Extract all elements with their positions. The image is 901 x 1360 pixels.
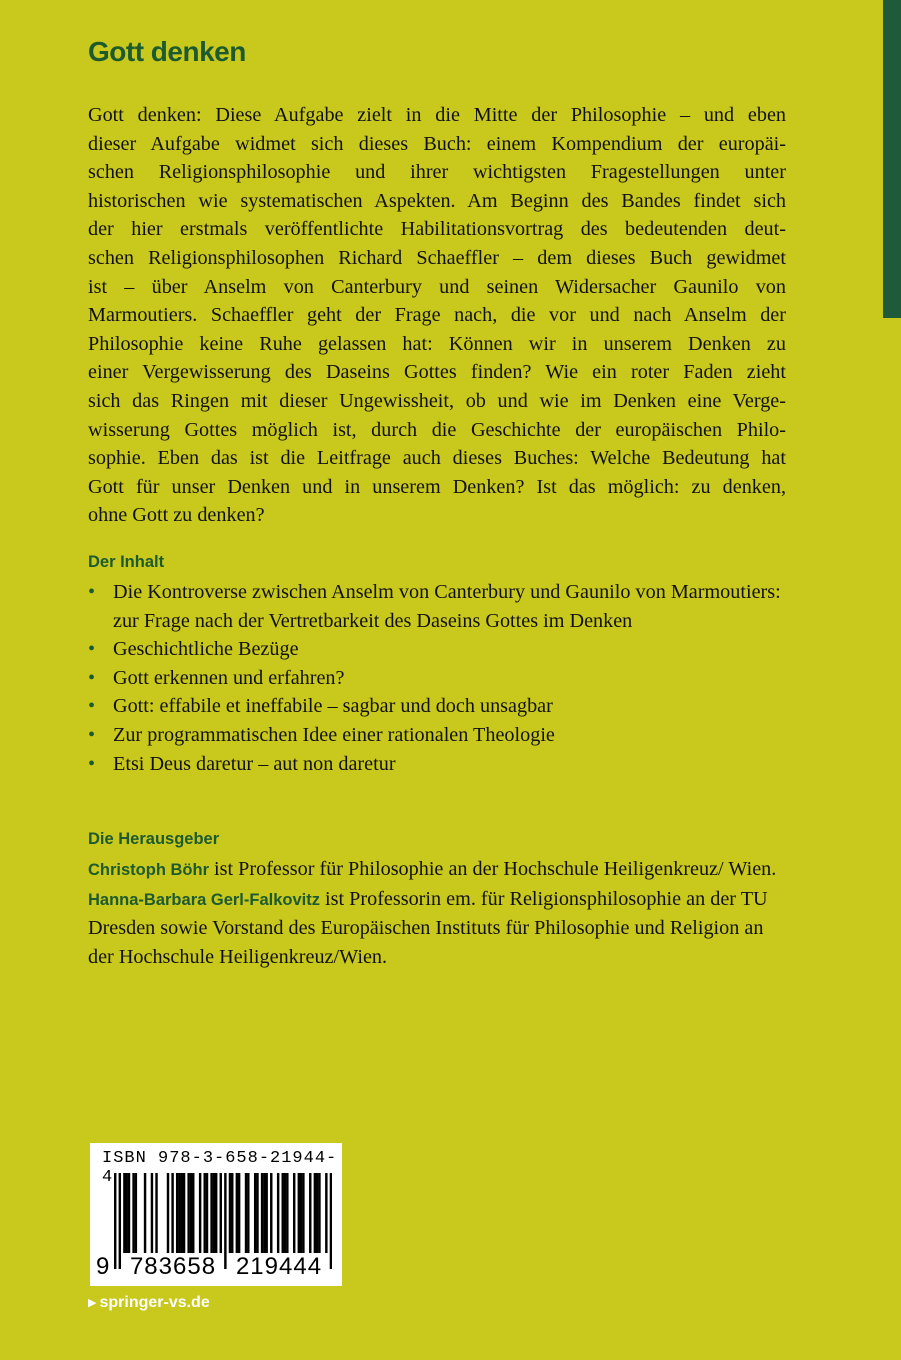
blurb-line: ist – über Anselm von Canterbury und seinen Widersacher Gaunilo von: [88, 275, 786, 298]
barcode-box: [90, 1143, 342, 1286]
barcode-bar: [247, 1173, 249, 1253]
barcode-bar: [265, 1173, 267, 1253]
editor-bio: ist Professorin em. für Religionsphilosophie an der TU Dresden sowie Vorstand des Europäischen Instituts für Philosophie und Religion an der Hochschule Heiligenkreuz/Wien.: [88, 887, 768, 968]
blurb-paragraph: [88, 101, 786, 530]
publisher-link[interactable]: [88, 1294, 210, 1312]
blurb-line: Marmoutiers. Schaeffler geht der Frage nach, die vor und nach Anselm der: [88, 304, 786, 327]
barcode-bar: [181, 1173, 183, 1253]
blurb-line: Philosophie keine Ruhe gelassen hat: Können wir in unserem Denken zu: [88, 332, 786, 355]
barcode-bar: [318, 1173, 320, 1253]
editors-section: [88, 855, 788, 971]
contents-item: • Die Kontroverse zwischen Anselm von Canterbury und Gaunilo von Marmoutiers: zur Frage nach der Vertretbarkeit des Daseins Gottes im Denken: [88, 578, 788, 635]
blurb-line: schen Religionsphilosophie und ihrer wichtigsten Fragestellungen unter: [88, 161, 786, 184]
ean-digits: [96, 1249, 336, 1283]
play-arrow-icon: ▶: [88, 1297, 97, 1309]
barcode-bar: [293, 1173, 295, 1253]
blurb-line: schen Religionsphilosophen Richard Schaeffler – dem dieses Buch gewidmet: [88, 246, 786, 269]
barcode-bar: [190, 1173, 192, 1253]
blurb-line: sich das Ringen mit dieser Ungewissheit, ob und wie im Denken eine Verge-: [88, 389, 786, 412]
contents-item: • Gott: effabile et ineffabile – sagbar und doch unsagbar: [88, 692, 788, 721]
editor-entry: [88, 855, 788, 885]
barcode-bar: [282, 1173, 284, 1253]
barcode-bar: [210, 1173, 212, 1253]
barcode-bar: [132, 1173, 134, 1253]
blurb-line: wisserung Gottes möglich ist, durch die Geschichte der europäischen Philo-: [88, 418, 786, 441]
editors-heading: Die Herausgeber: [88, 830, 220, 848]
barcode-bar: [309, 1173, 311, 1253]
barcode-bar: [183, 1173, 185, 1253]
barcode-bar: [277, 1173, 279, 1253]
barcode-bar: [256, 1173, 258, 1253]
barcode-bar: [144, 1173, 146, 1253]
blurb-line: einer Vergewisserung des Daseins Gottes finden? Wie ein roter Faden zieht: [88, 361, 786, 384]
contents-list: [88, 578, 788, 778]
barcode-bar: [203, 1173, 205, 1253]
ean-first-digit: 9: [96, 1253, 110, 1280]
barcode-bar: [213, 1173, 215, 1253]
barcode-bar: [135, 1173, 137, 1253]
contents-item: • Etsi Deus daretur – aut non daretur: [88, 750, 788, 779]
barcode-bar: [300, 1173, 302, 1253]
barcode-bar: [125, 1173, 127, 1253]
isbn-label: ISBN 978-3-658-21944-4: [102, 1149, 338, 1187]
barcode-bar: [236, 1173, 238, 1253]
blurb-line: Gott denken: Diese Aufgabe zielt in die Mitte der Philosophie – und eben: [88, 104, 786, 126]
barcode-bar: [261, 1173, 263, 1253]
barcode-bar: [206, 1173, 208, 1253]
editor-name: Christoph Böhr: [88, 861, 209, 879]
barcode-bar: [298, 1173, 300, 1253]
blurb-line: Gott für unser Denken und in unserem Denken? Ist das möglich: zu denken,: [88, 475, 786, 498]
blurb-line: historischen wie systematischen Aspekten. Am Beginn des Bandes findet sich: [88, 189, 786, 212]
editor-entry: [88, 885, 788, 972]
barcode-bar: [270, 1173, 272, 1253]
barcode-bar: [171, 1173, 173, 1253]
barcode-bar: [302, 1173, 304, 1253]
barcode-bar: [123, 1173, 125, 1253]
editor-name: Hanna-Barbara Gerl-Falkovitz: [88, 890, 320, 909]
barcode-bar: [215, 1173, 217, 1253]
barcode-bar: [316, 1173, 318, 1253]
book-title: Gott denken: [88, 36, 246, 67]
barcode-bar: [284, 1173, 286, 1253]
barcode-bar: [254, 1173, 256, 1253]
barcode-bar: [263, 1173, 265, 1253]
ean-right-group: 219444: [230, 1253, 328, 1281]
contents-item: • Gott erkennen und erfahren?: [88, 664, 788, 693]
barcode-bar: [128, 1173, 130, 1253]
barcode-bar: [187, 1173, 189, 1253]
contents-item: • Geschichtliche Bezüge: [88, 635, 788, 664]
blurb-line: dieser Aufgabe widmet sich dieses Buch: einem Kompendium der europäi-: [88, 132, 786, 155]
barcode-bar: [151, 1173, 153, 1253]
blurb-line: sophie. Eben das ist die Leitfrage auch dieses Buches: Welche Bedeutung hat: [88, 447, 786, 470]
barcode-bar: [286, 1173, 288, 1253]
barcode-bar: [199, 1173, 201, 1253]
editor-bio: ist Professor für Philosophie an der Hochschule Heiligenkreuz/ Wien.: [209, 858, 777, 880]
barcode-bar: [178, 1173, 180, 1253]
blurb-line: der hier erstmals veröffentlichte Habilitationsvortrag des bedeutenden deut-: [88, 218, 786, 241]
barcode-bar: [314, 1173, 316, 1253]
barcode-bar: [167, 1173, 169, 1253]
barcode-bar: [238, 1173, 240, 1253]
barcode-bar: [192, 1173, 194, 1253]
contents-heading: Der Inhalt: [88, 553, 165, 571]
spine-color-bar: [883, 0, 901, 318]
barcode-bar: [245, 1173, 247, 1253]
barcode-bar: [229, 1173, 231, 1253]
ean-left-group: 783658: [124, 1253, 222, 1281]
contents-item: • Zur programmatischen Idee einer rationalen Theologie: [88, 721, 788, 750]
barcode-bar: [176, 1173, 178, 1253]
publisher-url: springer-vs.de: [99, 1294, 210, 1311]
blurb-line: ohne Gott zu denken?: [88, 504, 265, 527]
barcode-bar: [155, 1173, 157, 1253]
barcode-bar: [231, 1173, 233, 1253]
